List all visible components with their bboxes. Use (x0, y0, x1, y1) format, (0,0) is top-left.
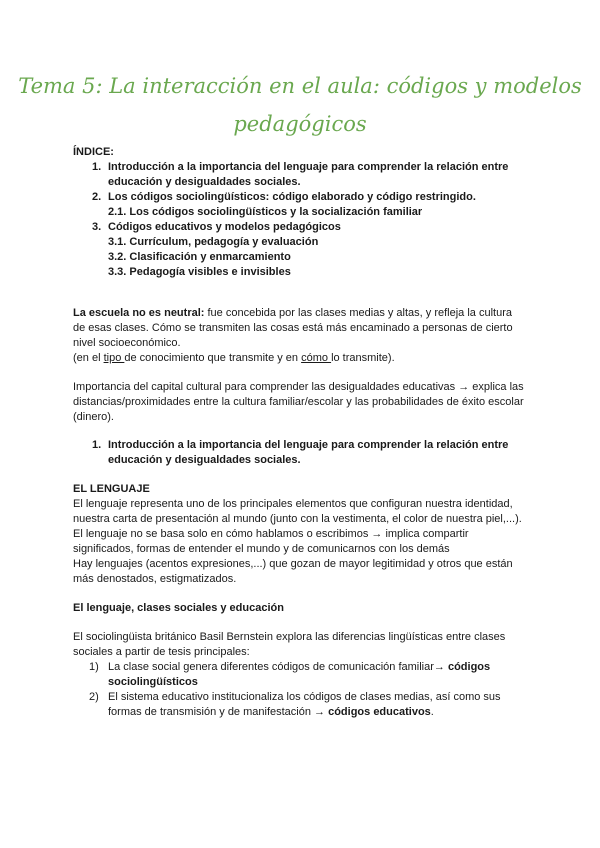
capital-paragraph: Importancia del capital cultural para comprender las desigualdades educativas → explica las distancias/proximidades entre la cultura familiar/escolar y las probabilidades de éxito escolar (dinero). (73, 381, 524, 423)
thesis-item-2: 2) El sistema educativo institucionaliza los códigos de clases medias, así como sus formas de transmisión y de manifestación → códigos educativos. (89, 691, 501, 718)
thesis-item-1: 1) La clase social genera diferentes códigos de comunicación familiar→ códigos sociolingüísticos (89, 661, 491, 688)
index-item-3: 3. Códigos educativos y modelos pedagógicos 3.1. Currículum, pedagogía y evaluación 3.2. Clasificación y enmarcamiento 3.3. Pedagogía visibles e invisibles (92, 221, 341, 278)
page-title-line-1: Tema 5: La interacción en el aula: códigos y modelos (18, 74, 582, 98)
lenguaje-heading: EL LENGUAJE (73, 483, 150, 495)
lenguaje-section: EL LENGUAJE El lenguaje representa uno de los principales elementos que configuran nuestra identidad, nuestra carta de presentación al mundo (junto con la vestimenta, el color de nuestra piel,...). El lenguaje no se basa solo en cómo hablamos o escribimos → implica compartir significados, formas de entender el mundo y de comunicarnos con los demás Hay lenguajes (acentos expresiones,...) que gozan de mayor legitimidad y otros que están más denostados, estigmatizados. (73, 482, 529, 587)
clases-heading: El lenguaje, clases sociales y educación (73, 602, 284, 614)
index (73, 145, 529, 280)
index-heading: ÍNDICE: (73, 146, 114, 158)
clases-paragraph: El sociolingüista británico Basil Bernstein explora las diferencias lingüísticas entre clases sociales a partir de tesis principales: 1) La clase social genera diferentes códigos de comunicación familiar→ códigos sociolingüísticos 2) El sistema educativo institucionaliza los códigos de clases medias, así como sus formas de transmisión y de manifestación → códigos educativos. (73, 630, 529, 720)
index-item-1: 1. Introducción a la importancia del lenguaje para comprender la relación entre educación y desigualdades sociales. (92, 161, 509, 188)
section-1-heading: 1. Introducción a la importancia del lenguaje para comprender la relación entre educación y desigualdades sociales. (92, 439, 509, 466)
index-item-2: 2. Los códigos sociolingüísticos: código elaborado y código restringido. 2.1. Los códigos sociolingüísticos y la socialización familiar (92, 191, 476, 218)
page-title-line-2: pedagógicos (233, 112, 367, 136)
intro-paragraph: La escuela no es neutral: fue concebida por las clases medias y altas, y refleja la cultura de esas clases. Cómo se transmiten las cosas está más encaminado a personas de cierto nivel socioeconómico. (en el tipo de conocimiento que transmite y en cómo lo transmite). (73, 307, 513, 364)
